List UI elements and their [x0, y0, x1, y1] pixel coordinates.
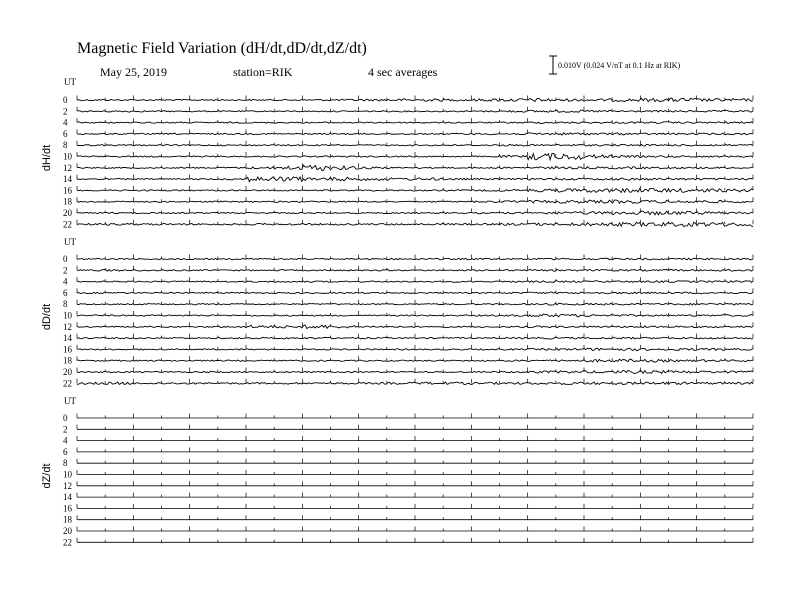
row-hour-label: 2: [63, 265, 68, 276]
row-hour-label: 8: [63, 299, 68, 310]
station-label: station=RIK: [233, 65, 293, 79]
row-hour-label: 18: [63, 355, 72, 366]
row-hour-label: 16: [63, 503, 72, 514]
row-hour-label: 0: [63, 95, 68, 105]
row-hour-label: 0: [63, 413, 68, 423]
panel-label: dH/dt: [41, 144, 53, 172]
panel-dhdt: [41, 77, 753, 229]
row-hour-label: 6: [63, 128, 68, 139]
row-hour-label: 16: [63, 185, 72, 196]
row-hour-label: 4: [63, 276, 68, 287]
panel-label: dD/dt: [41, 303, 53, 331]
scale-bar: [549, 56, 681, 74]
row-hour-label: 10: [63, 469, 72, 480]
row-hour-label: 4: [63, 435, 68, 446]
row-hour-label: 18: [63, 514, 72, 525]
row-hour-label: 8: [63, 458, 68, 469]
row-hour-label: 22: [63, 537, 72, 548]
row-hour-label: 18: [63, 196, 72, 207]
ut-label: UT: [64, 237, 76, 247]
row-hour-label: 12: [63, 321, 72, 332]
row-hour-label: 12: [63, 480, 72, 491]
ut-label: UT: [64, 396, 76, 406]
scale-label: 0.010V (0.024 V/nT at 0.1 Hz at RIK): [558, 61, 681, 70]
row-hour-label: 14: [63, 492, 72, 503]
row-hour-label: 0: [63, 254, 68, 264]
row-hour-label: 20: [63, 367, 72, 377]
row-hour-label: 20: [63, 526, 72, 536]
panels: [41, 77, 753, 547]
panel-dddt: [41, 237, 753, 388]
row-hour-label: 8: [63, 140, 68, 151]
row-hour-label: 6: [63, 287, 68, 298]
panel-dzdt: [41, 396, 753, 547]
row-hour-label: 2: [63, 424, 68, 435]
chart-title: Magnetic Field Variation (dH/dt,dD/dt,dZ/dt): [77, 40, 367, 57]
ut-label: UT: [64, 77, 76, 87]
row-hour-label: 16: [63, 344, 72, 355]
averaging-label: 4 sec averages: [368, 65, 438, 79]
trace-line: [77, 382, 753, 385]
row-hour-label: 2: [63, 106, 68, 117]
row-hour-label: 22: [63, 378, 72, 389]
row-hour-label: 14: [63, 333, 72, 344]
row-hour-label: 14: [63, 174, 72, 185]
row-hour-label: 6: [63, 446, 68, 457]
row-hour-label: 10: [63, 310, 72, 321]
row-hour-label: 4: [63, 117, 68, 128]
row-hour-label: 12: [63, 162, 72, 173]
panel-label: dZ/dt: [41, 463, 53, 489]
date-label: May 25, 2019: [100, 65, 167, 79]
row-hour-label: 10: [63, 151, 72, 162]
row-hour-label: 22: [63, 219, 72, 230]
row-hour-label: 20: [63, 208, 72, 218]
